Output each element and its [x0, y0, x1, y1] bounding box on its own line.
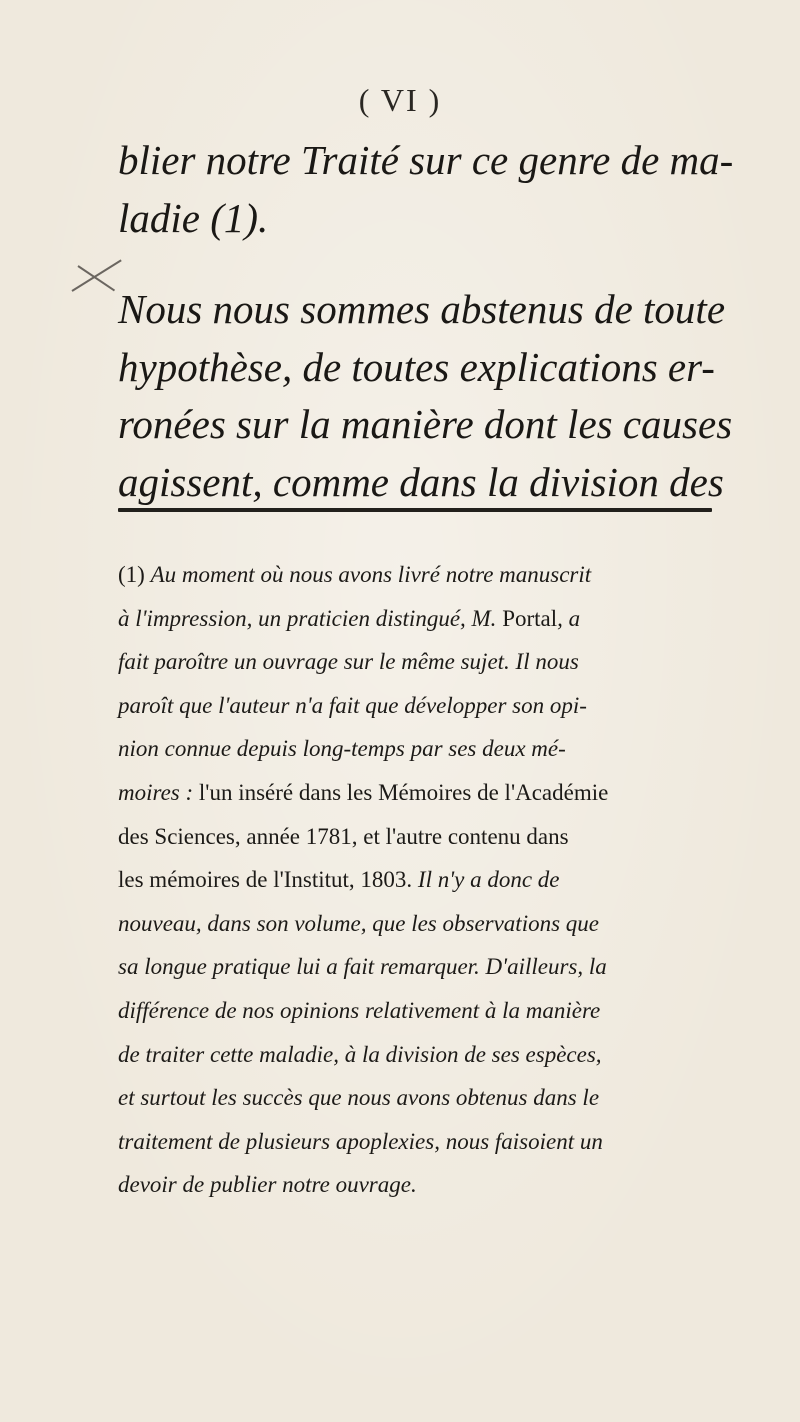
- footnote-line: [118, 1076, 758, 1120]
- main-text-line: agissent, comme dans la division des: [118, 458, 724, 505]
- footnote-run: devoir de publier notre ouvrage.: [118, 1172, 417, 1198]
- footnote-run: Au moment où nous avons livré notre manuscrit: [150, 562, 592, 587]
- footnote-line: [118, 553, 758, 597]
- footnote-block: [118, 553, 758, 1207]
- main-text-line: Nous nous sommes abstenus de toute: [118, 286, 726, 332]
- footnote-line: [118, 727, 758, 771]
- footnote-line: [118, 945, 758, 989]
- footnote-run: des Sciences, année 1781, et l'autre contenu dans: [118, 823, 569, 849]
- footnote-line: [118, 1163, 758, 1207]
- footnote-run: et surtout les succès que nous avons obtenus dans le: [118, 1085, 600, 1111]
- footnote-run: nion connue depuis long-temps par ses deux mé-: [118, 736, 566, 762]
- main-text-block: [118, 132, 758, 511]
- footnote-line: [118, 597, 758, 641]
- footnote-run: moires :: [118, 779, 199, 805]
- footnote-run: , a: [557, 605, 581, 631]
- footnote-run: l'un inséré dans les Mémoires de l'Académie: [198, 779, 609, 805]
- page-number: ( VI ): [358, 82, 442, 118]
- footnote-line: [118, 1033, 758, 1077]
- footnote-run: (1): [118, 562, 151, 587]
- footnote-line: [118, 989, 758, 1033]
- margin-pencil-mark: [77, 265, 115, 291]
- footnote-run: de traiter cette maladie, à la division de ses espèces,: [118, 1041, 602, 1067]
- footnote-run: paroît que l'auteur n'a fait que développer son opi-: [118, 692, 587, 718]
- main-text-line: ladie (1).: [118, 194, 269, 241]
- footnote-run: Portal: [502, 605, 558, 631]
- footnote-run: à l'impression, un praticien distingué, M.: [118, 605, 503, 631]
- main-text-line: hypothèse, de toutes explications er-: [118, 343, 715, 390]
- main-text-line: ronées sur la manière dont les causes: [118, 401, 733, 447]
- footnote-run: sa longue pratique lui a fait remarquer. D'ailleurs, la: [118, 954, 607, 980]
- footnote-run: différence de nos opinions relativement à la manière: [118, 997, 601, 1023]
- footnote-line: [118, 640, 758, 684]
- footnote-run: traitement de plusieurs apoplexies, nous faisoient un: [118, 1128, 603, 1154]
- margin-pencil-mark: [71, 259, 121, 291]
- footnote-divider: [118, 508, 712, 512]
- footnote-line: [118, 815, 758, 859]
- footnote-run: Il n'y a donc de: [417, 867, 560, 893]
- footnote-line: [118, 902, 758, 946]
- footnote-line: [118, 771, 758, 815]
- footnote-line: [118, 1120, 758, 1164]
- main-text-line: blier notre Traité sur ce genre de ma-: [118, 137, 734, 183]
- footnote-run: nouveau, dans son volume, que les observations que: [118, 910, 600, 936]
- footnote-line: [118, 684, 758, 728]
- footnote-line: [118, 858, 758, 902]
- footnote-run: les mémoires de l'Institut, 1803.: [118, 867, 418, 893]
- footnote-run: fait paroître un ouvrage sur le même sujet. Il nous: [118, 649, 579, 675]
- paragraph-gap: [118, 247, 758, 281]
